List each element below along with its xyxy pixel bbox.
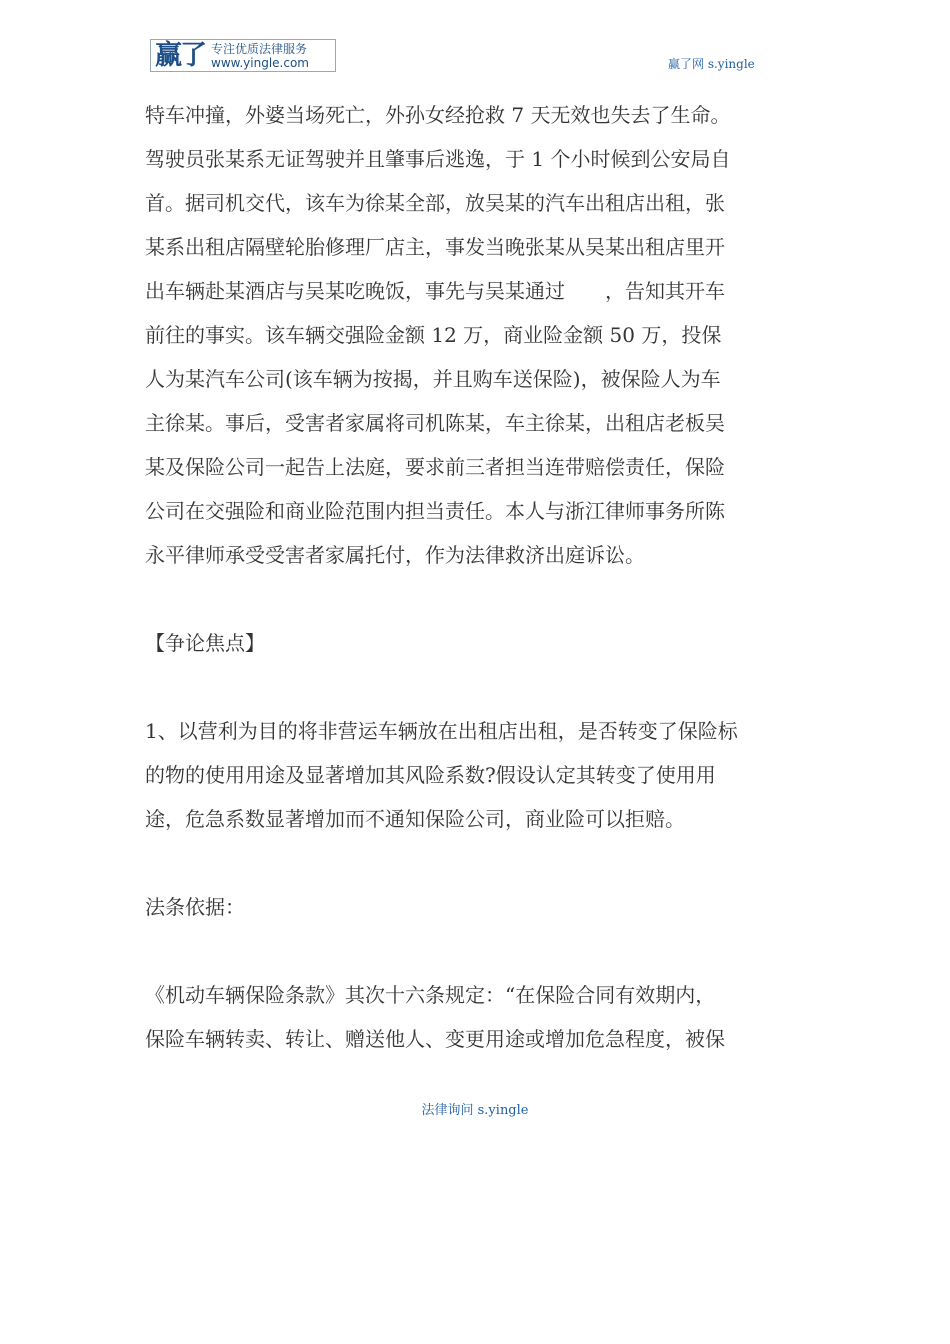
paragraph-spacer: [145, 929, 810, 973]
text-line: 公司在交强险和商业险范围内担当责任。本人与浙江律师事务所陈: [145, 499, 725, 523]
case-facts-paragraph: [145, 93, 810, 577]
text-line: 出车辆赴某酒店与吴某吃晚饭，事先与吴某通过 ，告知其开车: [145, 279, 725, 303]
document-body: [145, 93, 810, 1061]
header-site-label[interactable]: 赢了网 s.yingle: [668, 57, 755, 71]
section-heading-text: 【争论焦点】: [145, 631, 265, 655]
text-line: 1、以营利为目的将非营运车辆放在出租店出租，是否转变了保险标: [145, 719, 738, 743]
logo-url: www.yingle.com: [211, 55, 309, 70]
paragraph-spacer: [145, 665, 810, 709]
logo-text-block: [209, 40, 335, 71]
logo-slogan: 专注优质法律服务: [211, 41, 308, 56]
section-heading: [145, 621, 810, 665]
text-line: 《机动车辆保险条款》其次十六条规定：“在保险合同有效期内，: [145, 983, 716, 1007]
site-logo[interactable]: [150, 39, 336, 72]
text-line: 主徐某。事后，受害者家属将司机陈某，车主徐某，出租店老板吴: [145, 411, 725, 435]
text-line: 首。据司机交代，该车为徐某全部，放吴某的汽车出租店出租，张: [145, 191, 725, 215]
text-line: 前往的事实。该车辆交强险金额 12 万，商业险金额 50 万，投保: [145, 323, 722, 347]
text-line: 的物的使用用途及显著增加其风险系数?假设认定其转变了使用用: [145, 763, 716, 787]
paragraph-spacer: [145, 841, 810, 885]
text-line: 某系出租店隔壁轮胎修理厂店主，事发当晚张某从吴某出租店里开: [145, 235, 725, 259]
statute-paragraph: [145, 973, 810, 1061]
dispute-point-paragraph: [145, 709, 810, 841]
text-line: 驾驶员张某系无证驾驶并且肇事后逃逸，于 1 个小时候到公安局自: [145, 147, 731, 171]
page-footer[interactable]: 法律询问 s.yingle: [421, 1103, 529, 1118]
legal-basis-label: [145, 885, 810, 929]
logo-mark: 赢了: [155, 40, 205, 71]
text-line: 保险车辆转卖、转让、赠送他人、变更用途或增加危急程度，被保: [145, 1027, 725, 1051]
text-line: 某及保险公司一起告上法庭，要求前三者担当连带赔偿责任，保险: [145, 455, 725, 479]
text-line: 人为某汽车公司(该车辆为按揭，并且购车送保险)，被保险人为车: [145, 367, 721, 391]
text-line: 特车冲撞，外婆当场死亡，外孙女经抢救 7 天无效也失去了生命。: [145, 103, 731, 127]
text-line: 途，危急系数显著增加而不通知保险公司，商业险可以拒赔。: [145, 807, 685, 831]
legal-basis-text: 法条依据：: [145, 895, 245, 919]
paragraph-spacer: [145, 577, 810, 621]
text-line: 永平律师承受受害者家属托付，作为法律救济出庭诉讼。: [145, 543, 645, 567]
